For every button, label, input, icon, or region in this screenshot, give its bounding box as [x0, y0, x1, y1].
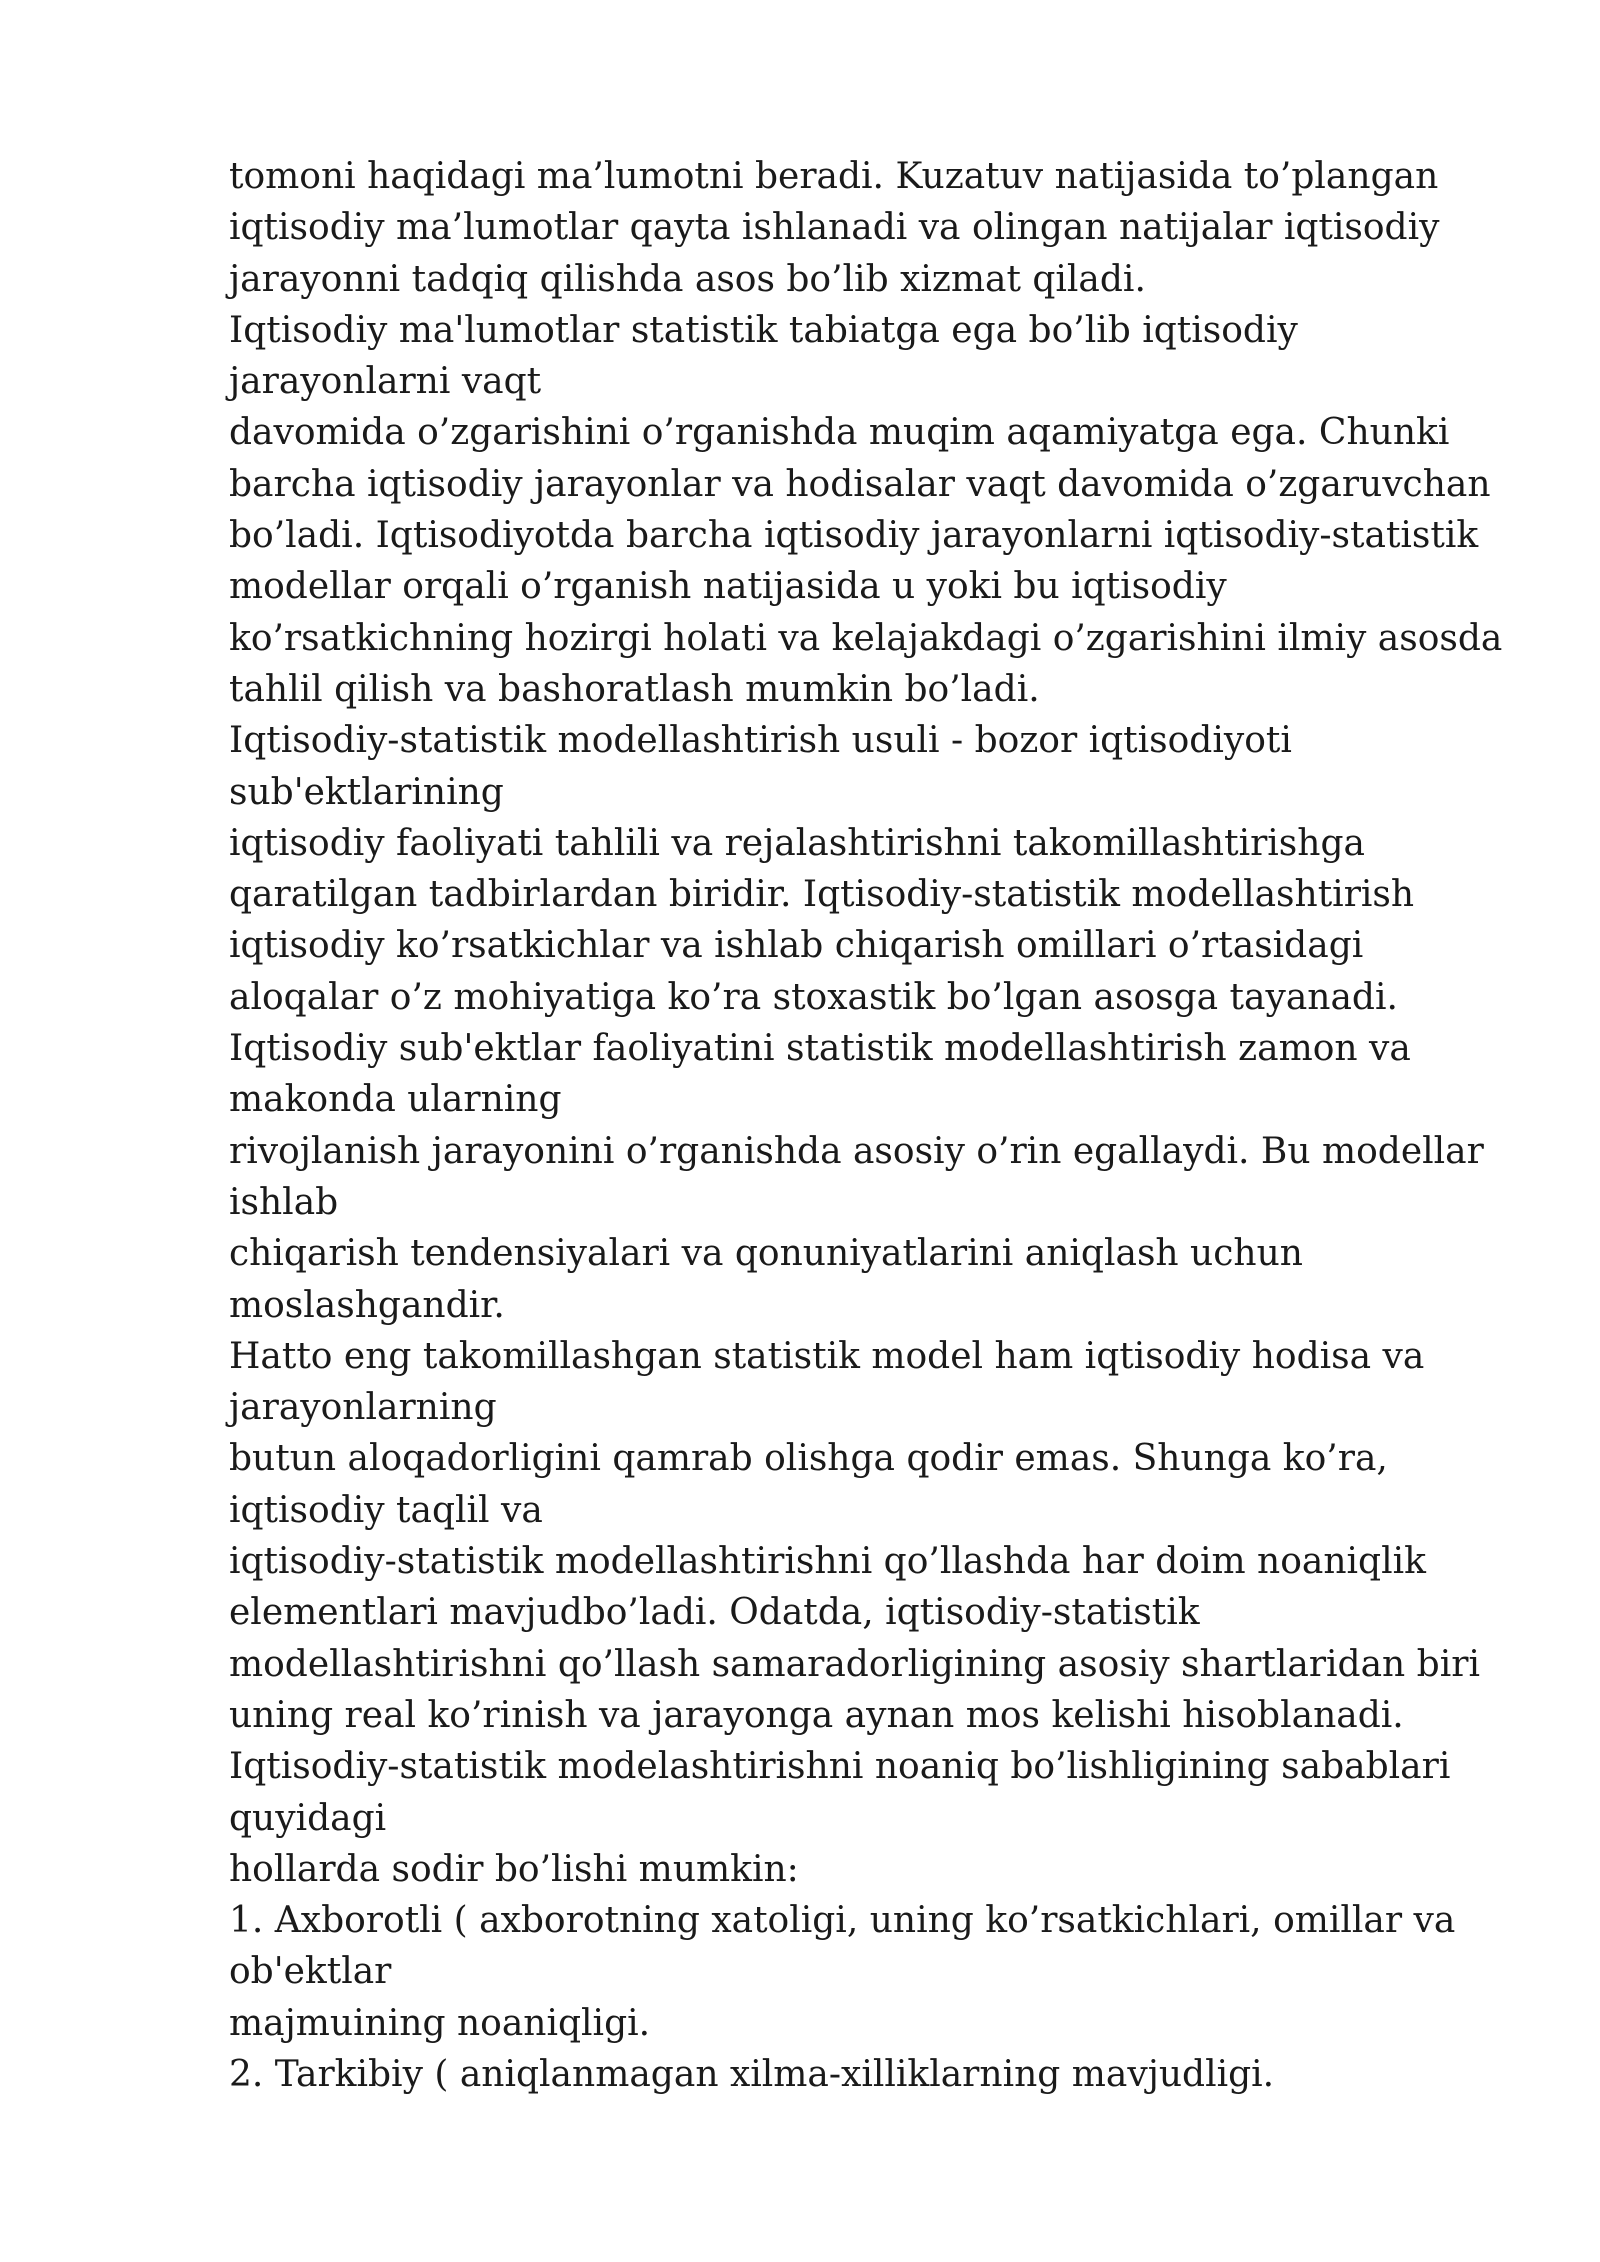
- text-line: ishlab: [229, 1181, 339, 1223]
- text-line: sub'ektlarining: [229, 771, 504, 813]
- text-line: modellar orqali o’rganish natijasida u yoki bu iqtisodiy: [229, 566, 1227, 608]
- text-line: Iqtisodiy ma'lumotlar statistik tabiatga ega bo’lib iqtisodiy: [229, 309, 1298, 351]
- text-line: elementlari mavjudbo’ladi. Odatda, iqtisodiy-statistik: [229, 1592, 1200, 1634]
- text-line: hollarda sodir bo’lishi mumkin:: [229, 1848, 799, 1890]
- text-line: jarayonlarni vaqt: [229, 361, 542, 403]
- text-line: rivojlanish jarayonini o’rganishda asosiy o’rin egallaydi. Bu modellar: [229, 1130, 1484, 1172]
- text-line: ko’rsatkichning hozirgi holati va kelajakdagi o’zgarishini ilmiy asosda: [229, 617, 1503, 659]
- text-line: moslashgandir.: [229, 1284, 505, 1326]
- text-line: ob'ektlar: [229, 1951, 392, 1993]
- text-line: 1. Axborotli ( axborotning xatoligi, uning ko’rsatkichlari, omillar va: [229, 1900, 1456, 1942]
- text-line: iqtisodiy ma’lumotlar qayta ishlanadi va olingan natijalar iqtisodiy: [229, 207, 1440, 249]
- text-line: iqtisodiy-statistik modellashtirishni qo’llashda har doim noaniqlik: [229, 1541, 1426, 1583]
- text-line: jarayonni tadqiq qilishda asos bo’lib xizmat qiladi.: [229, 258, 1146, 300]
- body-text: [229, 151, 1529, 2100]
- text-line: uning real ko’rinish va jarayonga aynan mos kelishi hisoblanadi.: [229, 1694, 1404, 1736]
- text-line: chiqarish tendensiyalari va qonuniyatlarini aniqlash uchun: [229, 1233, 1303, 1275]
- text-line: Hatto eng takomillashgan statistik model ham iqtisodiy hodisa va: [229, 1335, 1425, 1377]
- text-line: barcha iqtisodiy jarayonlar va hodisalar vaqt davomida o’zgaruvchan: [229, 463, 1491, 505]
- text-line: jarayonlarning: [229, 1387, 497, 1429]
- text-line: modellashtirishni qo’llash samaradorligining asosiy shartlaridan biri: [229, 1643, 1480, 1685]
- text-line: Iqtisodiy sub'ektlar faoliyatini statistik modellashtirish zamon va: [229, 1028, 1411, 1070]
- text-line: majmuining noaniqligi.: [229, 2002, 651, 2044]
- text-line: iqtisodiy taqlil va: [229, 1489, 543, 1531]
- text-line: qaratilgan tadbirlardan biridir. Iqtisodiy-statistik modellashtirish: [229, 874, 1415, 916]
- text-line: makonda ularning: [229, 1079, 562, 1121]
- text-line: Iqtisodiy-statistik modellashtirish usuli - bozor iqtisodiyoti: [229, 720, 1292, 762]
- text-line: iqtisodiy ko’rsatkichlar va ishlab chiqarish omillari o’rtasidagi: [229, 925, 1364, 967]
- text-line: davomida o’zgarishini o’rganishda muqim aqamiyatga ega. Chunki: [229, 412, 1450, 454]
- text-line: bo’ladi. Iqtisodiyotda barcha iqtisodiy jarayonlarni iqtisodiy-statistik: [229, 515, 1479, 557]
- text-line: tomoni haqidagi ma’lumotni beradi. Kuzatuv natijasida to’plangan: [229, 156, 1439, 197]
- text-line: quyidagi: [229, 1797, 387, 1839]
- text-line: tahlil qilish va bashoratlash mumkin bo’ladi.: [229, 668, 1040, 710]
- text-line: butun aloqadorligini qamrab olishga qodir emas. Shunga ko’ra,: [229, 1438, 1388, 1480]
- text-line: aloqalar o’z mohiyatiga ko’ra stoxastik bo’lgan asosga tayanadi.: [229, 976, 1398, 1018]
- text-line: Iqtisodiy-statistik modelashtirishni noaniq bo’lishligining sabablari: [229, 1746, 1451, 1788]
- text-line: iqtisodiy faoliyati tahlili va rejalashtirishni takomillashtirishga: [229, 822, 1365, 864]
- text-line: 2. Tarkibiy ( aniqlanmagan xilma-xilliklarning mavjudligi.: [229, 2053, 1275, 2095]
